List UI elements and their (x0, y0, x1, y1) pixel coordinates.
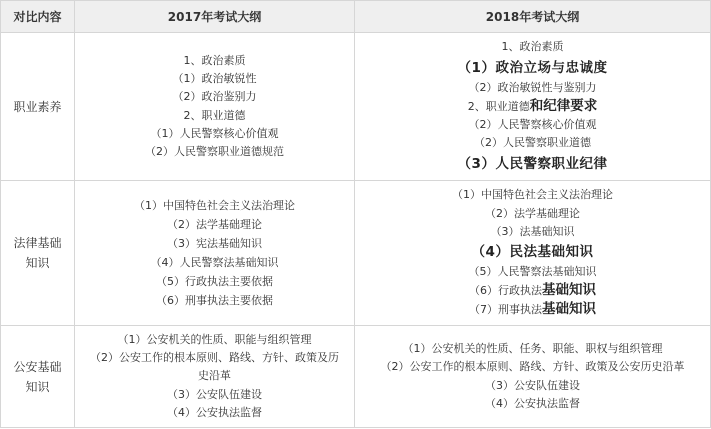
table-row-professional-quality (1, 33, 711, 181)
label-line: 知识 (25, 256, 50, 270)
list-item: （3）公安队伍建设 (485, 378, 580, 392)
row-label-legal-knowledge (1, 181, 75, 326)
item-text: （7）刑事执法 (469, 303, 542, 317)
list-item: 1、政治素质 (183, 53, 246, 67)
cell-2018-professional-quality (355, 33, 711, 181)
label-line: 公安基础 (13, 359, 62, 374)
label-line: 知识 (25, 379, 50, 394)
table-row-police-knowledge (1, 326, 711, 428)
list-item: （1）公安机关的性质、任务、职能、职权与组织管理 (402, 342, 663, 356)
list-item (355, 300, 710, 319)
list-item: （2）法学基础理论 (485, 206, 580, 220)
list-item: （2）人民警察职业道德规范 (145, 144, 284, 158)
header-comparison-content: 对比内容 (1, 1, 75, 33)
row-label-professional-quality: 职业素养 (1, 33, 75, 181)
cell-2017-police-knowledge (75, 326, 355, 428)
list-item: （2）政治敏锐性与鉴别力 (468, 80, 597, 94)
list-item: （1）公安机关的性质、职能与组织管理 (117, 332, 312, 346)
header-row (1, 1, 711, 33)
list-item: 1、政治素质 (501, 40, 564, 54)
list-item-highlighted: （1）政治立场与忠诚度 (457, 59, 608, 76)
list-item: （6）刑事执法主要依据 (156, 294, 273, 307)
cell-2017-professional-quality (75, 33, 355, 181)
row-label-police-knowledge (1, 326, 75, 428)
cell-2017-legal-knowledge (75, 181, 355, 326)
label-line: 法律基础 (13, 236, 62, 250)
cell-2018-legal-knowledge (355, 181, 711, 326)
header-2017-outline: 2017年考试大纲 (75, 1, 355, 33)
list-item: 2、职业道德 (183, 108, 246, 122)
item-emphasis: 基础知识 (542, 301, 596, 318)
list-item (355, 281, 710, 300)
header-2018-outline: 2018年考试大纲 (355, 1, 711, 33)
list-item: （1）人民警察核心价值观 (150, 126, 279, 140)
list-item: （1）政治敏锐性 (172, 72, 257, 86)
list-item: （5）行政执法主要依据 (156, 275, 273, 288)
list-item: （3）公安队伍建设 (167, 387, 262, 401)
list-item: （2）法学基础理论 (167, 218, 262, 231)
list-item: （2）人民警察职业道德 (474, 136, 591, 150)
table-row-legal-knowledge (1, 181, 711, 326)
list-item: （4）公安执法监督 (167, 405, 262, 419)
cell-2018-police-knowledge (355, 326, 711, 428)
list-item: （4）人民警察法基础知识 (150, 256, 279, 269)
list-item: （2）人民警察核心价值观 (468, 118, 597, 132)
list-item (355, 97, 710, 116)
item-text: （6）行政执法 (469, 284, 542, 298)
item-emphasis: 和纪律要求 (529, 97, 598, 114)
list-item: （1）中国特色社会主义法治理论 (452, 188, 613, 202)
list-item: （4）公安执法监督 (485, 396, 580, 410)
list-item-highlighted: （4）民法基础知识 (471, 244, 594, 260)
list-item: （2）公安工作的根本原则、路线、方针、政策及公安历史沿革 (380, 360, 685, 374)
list-item: （5）人民警察法基础知识 (468, 265, 597, 278)
list-item: （3）法基础知识 (490, 224, 575, 238)
list-item: （1）中国特色社会主义法治理论 (134, 199, 295, 212)
item-emphasis: 基础知识 (542, 282, 596, 299)
list-item-highlighted: （3）人民警察职业纪律 (457, 155, 608, 172)
item-text: 2、职业道德 (467, 99, 530, 113)
list-item: （2）政治鉴别力 (172, 90, 257, 104)
list-item: （2）公安工作的根本原则、路线、方针、政策及历史沿革 (90, 351, 339, 383)
list-item: （3）宪法基础知识 (167, 237, 262, 250)
